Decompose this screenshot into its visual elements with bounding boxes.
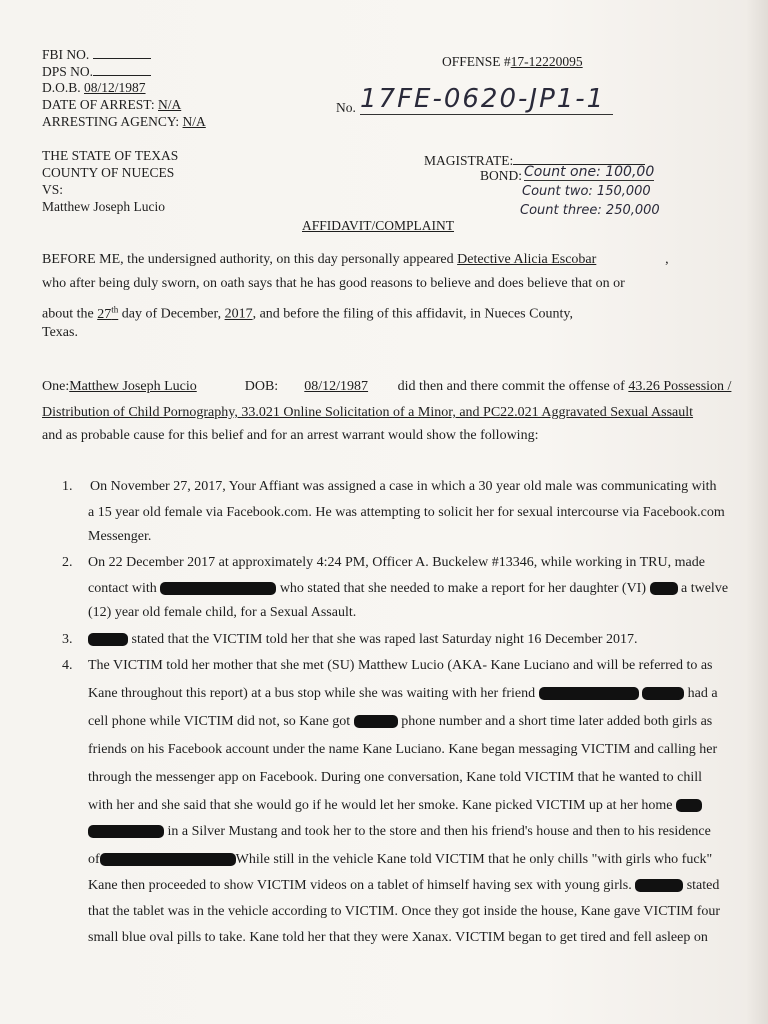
item-4-text-h: While still in the vehicle Kane told VICTIM that he only chills "with girls who fuck" xyxy=(235,852,713,867)
redaction-bar xyxy=(635,879,683,892)
page-edge-shadow xyxy=(746,0,768,1024)
item-2-text-c: a twelve xyxy=(681,581,729,596)
fbi-blank xyxy=(93,46,151,59)
magistrate-label: MAGISTRATE: xyxy=(424,153,514,168)
charge-line-2: Distribution of Child Pornography, 33.021 Online Solicitation of a Minor, and PC22.021 Aggravated Sexual Assault xyxy=(42,405,694,420)
intro-about: about the xyxy=(42,306,94,322)
redaction-bar xyxy=(676,799,702,812)
charge-dob: 08/12/1987 xyxy=(304,379,369,394)
item-4-text-a: Kane throughout this report) at a bus stop while she was waiting with her friend xyxy=(88,686,536,701)
arresting-agency-value: N/A xyxy=(182,114,206,129)
item-4-number: 4. xyxy=(62,658,73,673)
intro-text: BEFORE ME, the undersigned authority, on this day personally appeared xyxy=(42,252,454,267)
item-4-line-6 xyxy=(88,798,702,814)
state-of-texas: THE STATE OF TEXAS xyxy=(42,148,179,163)
cause-number-label: No. xyxy=(336,100,356,115)
intro-comma: , xyxy=(665,252,669,267)
item-4-text-c: cell phone while VICTIM did not, so Kane got xyxy=(88,714,351,729)
item-4-line-7 xyxy=(88,824,711,840)
intro-line-4: Texas. xyxy=(42,325,78,340)
intro-line-2: who after being duly sworn, on oath says that he has good reasons to believe and does believe that on or xyxy=(42,276,625,291)
bond-count-one: Count one: 100,00 xyxy=(524,164,655,180)
item-1-line-3: Messenger. xyxy=(88,529,152,544)
item-4-line-1: The VICTIM told her mother that she met (SU) Matthew Lucio (AKA- Kane Luciano and will be referred to as xyxy=(88,658,713,673)
item-4-line-8 xyxy=(88,852,712,868)
dob-value: 08/12/1987 xyxy=(84,80,146,95)
offense-label: OFFENSE # xyxy=(442,54,511,69)
offense-number xyxy=(442,54,583,70)
charge-one-label: One: xyxy=(42,379,70,394)
arresting-agency-label: ARRESTING AGENCY: xyxy=(42,114,180,129)
intro-day: 27th xyxy=(97,304,119,322)
item-2-line-3: (12) year old female child, for a Sexual Assault. xyxy=(88,605,357,620)
redaction-bar xyxy=(539,687,639,700)
intro-year: 2017 xyxy=(224,306,253,322)
item-4-line-9 xyxy=(88,878,719,894)
bond-count-three: Count three: 250,000 xyxy=(520,203,660,218)
item-3-line-1 xyxy=(88,632,637,648)
item-4-line-4: friends on his Facebook account under the name Kane Luciano. Kane began messaging VICTIM and calling her xyxy=(88,742,718,757)
item-4-text-g: of xyxy=(88,852,100,867)
fbi-number-row xyxy=(42,46,151,63)
dob-row xyxy=(42,80,146,96)
arrest-date-label: DATE OF ARREST: xyxy=(42,97,155,112)
item-4-text-f: in a Silver Mustang and took her to the store and then his friend's house and then to his residence xyxy=(167,824,711,839)
item-1-line-2: a 15 year old female via Facebook.com. He was attempting to solicit her for sexual intercourse via Facebook.com xyxy=(88,505,725,520)
arrest-date-value: N/A xyxy=(157,97,182,112)
item-3-text: stated that the VICTIM told her that she was raped last Saturday night 16 December 2017. xyxy=(131,632,638,647)
item-4-text-i: Kane then proceeded to show VICTIM videos on a tablet of himself having sex with young girls. xyxy=(88,878,632,893)
dps-label: DPS NO. xyxy=(42,64,94,79)
item-4-text-e: with her and she said that she would go if he would let her smoke. Kane picked VICTIM up at her home xyxy=(88,798,673,813)
item-2-number: 2. xyxy=(62,555,73,570)
redaction-bar xyxy=(354,715,398,728)
bond-label: BOND: xyxy=(480,168,523,183)
redaction-bar xyxy=(88,633,128,646)
item-1-number: 1. xyxy=(62,479,73,494)
fbi-label: FBI NO. xyxy=(42,47,90,62)
charge-tail: did then and there commit the offense of xyxy=(397,379,625,394)
redaction-bar xyxy=(100,853,236,866)
intro-line-3 xyxy=(42,301,573,323)
charge-line-1 xyxy=(42,379,731,395)
item-4-text-b: had a xyxy=(687,686,718,701)
item-4-line-11: small blue oval pills to take. Kane told her that they were Xanax. VICTIM began to get tired and fell asleep on xyxy=(88,930,708,945)
arresting-agency-row xyxy=(42,114,206,130)
intro-tail: , and before the filing of this affidavit, in Nueces County, xyxy=(252,306,573,322)
charge-dob-label: DOB: xyxy=(244,379,279,394)
defendant-name: Matthew Joseph Lucio xyxy=(42,199,165,214)
intro-line-1 xyxy=(42,252,669,268)
item-2-text-b: who stated that she needed to make a report for her daughter (VI) xyxy=(279,581,646,596)
redaction-bar xyxy=(642,687,684,700)
item-4-line-2 xyxy=(88,686,718,702)
offense-value: 17-12220095 xyxy=(510,54,583,69)
dob-label: D.O.B. xyxy=(42,80,81,95)
item-2-line-1: On 22 December 2017 at approximately 4:24 PM, Officer A. Buckelew #13346, while working in TRU, made xyxy=(88,555,705,570)
document-title: AFFIDAVIT/COMPLAINT xyxy=(302,218,455,233)
dps-number-row xyxy=(42,63,151,80)
item-1-line-1: On November 27, 2017, Your Affiant was assigned a case in which a 30 year old male was communicating with xyxy=(90,479,717,494)
charge-offense-1: 43.26 Possession / xyxy=(628,379,732,394)
item-3-number: 3. xyxy=(62,632,73,647)
versus-label: VS: xyxy=(42,182,64,197)
cause-number-handwritten: 17FE-0620-JP1-1 xyxy=(360,84,613,115)
county-of-nueces: COUNTY OF NUECES xyxy=(42,165,175,180)
item-2-text-a: contact with xyxy=(88,581,157,596)
intro-month: day of December, xyxy=(121,306,222,322)
redaction-bar xyxy=(650,582,678,595)
redaction-bar xyxy=(160,582,276,595)
item-4-text-d: phone number and a short time later added both girls as xyxy=(401,714,713,729)
arrest-date-row xyxy=(42,97,181,113)
affiant-name: Detective Alicia Escobar xyxy=(457,252,597,267)
charge-name: Matthew Joseph Lucio xyxy=(69,379,197,394)
charge-line-3: and as probable cause for this belief and for an arrest warrant would show the following: xyxy=(42,428,539,443)
item-4-line-3 xyxy=(88,714,712,730)
dps-blank xyxy=(93,63,151,76)
item-2-line-2 xyxy=(88,581,728,597)
bond-count-two: Count two: 150,000 xyxy=(522,184,651,199)
item-4-text-j: stated xyxy=(686,878,720,893)
item-4-line-10: that the tablet was in the vehicle according to VICTIM. Once they got inside the house, Kane gave VICTIM four xyxy=(88,904,721,919)
redaction-bar xyxy=(88,825,164,838)
item-4-line-5: through the messenger app on Facebook. During one conversation, Kane told VICTIM that he wanted to chill xyxy=(88,770,703,785)
